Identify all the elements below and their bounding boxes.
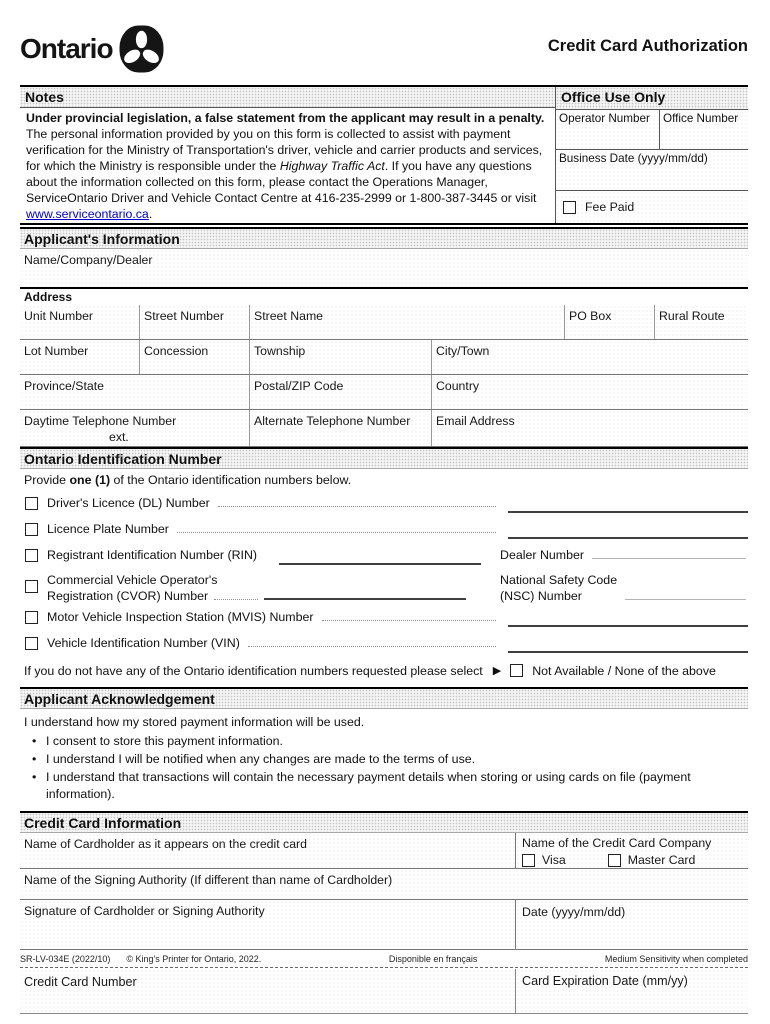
daytime-phone-label: Daytime Telephone Number (24, 414, 177, 428)
postal-zip-field[interactable] (250, 375, 432, 409)
mvis-label: Motor Vehicle Inspection Station (MVIS) Number (47, 610, 314, 624)
rin-number-field[interactable] (279, 563, 481, 565)
notes-bold-statement: Under provincial legislation, a false statement from the applicant may result in a penalty. (26, 111, 545, 125)
signature-row (20, 900, 748, 950)
address-heading: Address (24, 290, 73, 304)
form-page (20, 0, 748, 1014)
card-number-label: Credit Card Number (24, 975, 137, 989)
mvis-checkbox[interactable] (25, 611, 38, 624)
notes-text-2: . If you have any questions about the information collected on this form, please contact the Operations Manager, ServiceOntario Driver and Vehicle Contact Centre at 416-235-2999 or 1-800-387-3445 or visit (26, 158, 537, 205)
bullet-item (20, 769, 748, 805)
township-label: Township (254, 344, 306, 358)
signature-label: Signature of Cardholder or Signing Authority (24, 904, 265, 918)
ontario-trillium-icon (119, 25, 164, 73)
email-label: Email Address (436, 414, 515, 428)
concession-label: Concession (144, 344, 209, 358)
notes-office-table (20, 85, 748, 225)
mvis-number-field[interactable] (508, 625, 748, 627)
daytime-phone-field[interactable] (20, 410, 250, 446)
fee-paid-label: Fee Paid (585, 200, 635, 214)
fallback-text: If you do not have any of the Ontario identification numbers requested please select (24, 663, 483, 678)
mvis-row (20, 604, 748, 630)
copyright-text: © King's Printer for Ontario, 2022. (126, 953, 262, 964)
visa-checkbox[interactable] (522, 854, 535, 867)
page-header (20, 0, 748, 85)
street-name-label: Street Name (254, 309, 324, 323)
acknowledgement-intro: I understand how my stored payment information will be used. (24, 715, 365, 729)
nsc-number-field[interactable] (625, 599, 746, 600)
ontario-id-instruction (20, 469, 748, 490)
signature-field[interactable] (20, 900, 515, 949)
applicant-info-heading: Applicant's Information (20, 227, 748, 249)
bullet-text: I consent to store this payment information. (46, 734, 283, 748)
not-available-checkbox[interactable] (510, 664, 523, 677)
alternate-phone-label: Alternate Telephone Number (254, 414, 411, 428)
signing-authority-field[interactable] (20, 869, 748, 900)
highway-traffic-act: Highway Traffic Act (279, 158, 385, 173)
po-box-field[interactable] (565, 305, 655, 339)
date-field[interactable] (515, 900, 748, 949)
business-date-label: Business Date (yyyy/mm/dd) (559, 152, 708, 165)
cvor-checkbox[interactable] (25, 580, 38, 593)
dealer-number-label: Dealer Number (500, 548, 585, 562)
country-label: Country (436, 379, 480, 393)
form-footer (20, 950, 748, 967)
notes-panel (20, 87, 556, 223)
dotted-leader (214, 599, 258, 600)
dotted-leader (218, 506, 496, 507)
ontario-id-heading: Ontario Identification Number (20, 447, 748, 469)
ontario-id-section (20, 469, 748, 687)
dl-number-field[interactable] (508, 511, 748, 513)
nsc-label (500, 572, 617, 604)
fee-paid-row (556, 191, 748, 223)
po-box-label: PO Box (569, 309, 612, 323)
bullet-icon: • (32, 752, 37, 766)
dealer-number-zone (500, 548, 748, 562)
plate-number-row (20, 516, 748, 542)
vin-row (20, 630, 748, 656)
notes-heading: Notes (20, 87, 555, 108)
rin-label: Registrant Identification Number (RIN) (47, 548, 258, 562)
bullet-item (20, 751, 748, 769)
pointer-arrow-icon: ▶ (492, 665, 502, 677)
card-company-cell (515, 833, 748, 868)
address-row-1 (20, 305, 748, 340)
acknowledgement-heading: Applicant Acknowledgement (20, 687, 748, 709)
instruction-prefix: Provide (24, 473, 70, 487)
page-title: Credit Card Authorization (547, 37, 748, 55)
city-town-field[interactable] (432, 340, 748, 374)
phone-ext-label: ext. (109, 430, 129, 444)
serviceontario-link[interactable]: www.serviceontario.ca (26, 206, 149, 221)
bullet-text: I understand that transactions will contain the necessary payment details when storing or using cards on file (payment information). (46, 770, 691, 801)
concession-field[interactable] (140, 340, 250, 374)
cvor-label-line2: Registration (CVOR) Number (47, 588, 209, 603)
plate-number-field[interactable] (508, 537, 748, 539)
office-number-label: Office Number (663, 112, 739, 125)
city-town-label: City/Town (436, 344, 490, 358)
bullet-icon: • (32, 734, 37, 748)
unit-number-label: Unit Number (24, 309, 94, 323)
signing-authority-label: Name of the Signing Authority (If different than name of Cardholder) (24, 873, 393, 887)
operator-number-field[interactable] (556, 110, 660, 149)
nsc-label-line1: National Safety Code (500, 572, 618, 587)
postal-zip-label: Postal/ZIP Code (254, 379, 344, 393)
office-number-field[interactable] (660, 110, 748, 149)
name-company-dealer-field[interactable] (20, 249, 748, 287)
rural-route-field[interactable] (655, 305, 748, 339)
province-state-field[interactable] (20, 375, 250, 409)
business-date-field[interactable] (556, 150, 748, 191)
mastercard-label: Master Card (627, 853, 696, 867)
dl-label: Driver's Licence (DL) Number (47, 496, 210, 510)
notes-body (20, 108, 555, 225)
form-number: SR-LV-034E (2022/10) (20, 953, 111, 964)
operator-number-label: Operator Number (559, 112, 650, 125)
notes-text-1: The personal information provided by you on this form is collected to assist with payment verification for the Ministry of Transportation's driver, vehicle and carrier products and services, for which the Ministry is responsible under the (26, 126, 543, 173)
card-expiry-field[interactable] (515, 969, 748, 1013)
french-availability: Disponible en français (388, 953, 478, 964)
street-number-field[interactable] (140, 305, 250, 339)
cvor-number-field[interactable] (264, 598, 466, 600)
cardholder-row (20, 833, 748, 869)
cvor-row (20, 568, 748, 604)
rin-checkbox[interactable] (25, 549, 38, 562)
nsc-label-line2: (NSC) Number (500, 588, 582, 603)
cardholder-name-label: Name of Cardholder as it appears on the credit card (24, 837, 307, 851)
mastercard-checkbox[interactable] (608, 854, 621, 867)
dotted-leader (177, 532, 496, 533)
plate-checkbox[interactable] (25, 523, 38, 536)
office-numbers-row (556, 110, 748, 150)
address-row-2 (20, 340, 748, 375)
not-available-label: Not Available / None of the above (532, 663, 716, 678)
office-use-heading: Office Use Only (556, 87, 748, 110)
office-use-panel (556, 87, 748, 223)
province-state-label: Province/State (24, 379, 104, 393)
card-number-field[interactable] (20, 969, 515, 1013)
name-company-dealer-label: Name/Company/Dealer (24, 253, 153, 267)
street-number-label: Street Number (144, 309, 224, 323)
unit-number-field[interactable] (20, 305, 140, 339)
rural-route-label: Rural Route (659, 309, 725, 323)
vin-checkbox[interactable] (25, 637, 38, 650)
address-row-4 (20, 410, 748, 447)
dl-checkbox[interactable] (25, 497, 38, 510)
vin-number-field[interactable] (508, 651, 748, 653)
sensitivity-note: Medium Sensitivity when completed (604, 953, 748, 964)
bullet-text: I understand I will be notified when any changes are made to the terms of use. (46, 752, 476, 766)
card-number-row (20, 969, 748, 1014)
bullet-icon: • (32, 770, 37, 784)
country-field[interactable] (432, 375, 748, 409)
card-expiry-label: Card Expiration Date (mm/yy) (522, 974, 688, 988)
address-row-3 (20, 375, 748, 410)
lot-number-label: Lot Number (24, 344, 89, 358)
plate-label: Licence Plate Number (47, 522, 169, 536)
email-field[interactable] (432, 410, 748, 446)
instruction-bold: one (1) (69, 473, 111, 487)
ontario-logo (20, 25, 164, 73)
bullet-item (20, 733, 748, 751)
fee-paid-checkbox[interactable] (563, 201, 576, 214)
dealer-number-field[interactable] (592, 558, 746, 559)
street-name-field[interactable] (250, 305, 565, 339)
notes-text-3: . (148, 206, 153, 221)
card-company-options (522, 853, 742, 867)
township-field[interactable] (250, 340, 432, 374)
vin-label: Vehicle Identification Number (VIN) (47, 636, 240, 650)
lot-number-field[interactable] (20, 340, 140, 374)
cvor-label-line1: Commercial Vehicle Operator's (47, 572, 218, 587)
dotted-leader (322, 620, 496, 621)
not-available-row (20, 658, 748, 683)
visa-label: Visa (542, 853, 566, 867)
credit-card-heading: Credit Card Information (20, 811, 748, 833)
card-company-label: Name of the Credit Card Company (522, 836, 712, 850)
acknowledgement-section (20, 709, 748, 811)
dotted-leader (248, 646, 496, 647)
instruction-suffix: of the Ontario identification numbers below. (110, 473, 352, 487)
rin-row (20, 542, 748, 568)
ontario-logo-text: Ontario (20, 33, 113, 64)
nsc-zone (500, 572, 748, 604)
alternate-phone-field[interactable] (250, 410, 432, 446)
cardholder-name-field[interactable] (20, 833, 515, 868)
address-table (20, 287, 748, 447)
date-label: Date (yyyy/mm/dd) (522, 905, 626, 919)
cvor-label (47, 572, 258, 604)
dl-number-row (20, 490, 748, 516)
